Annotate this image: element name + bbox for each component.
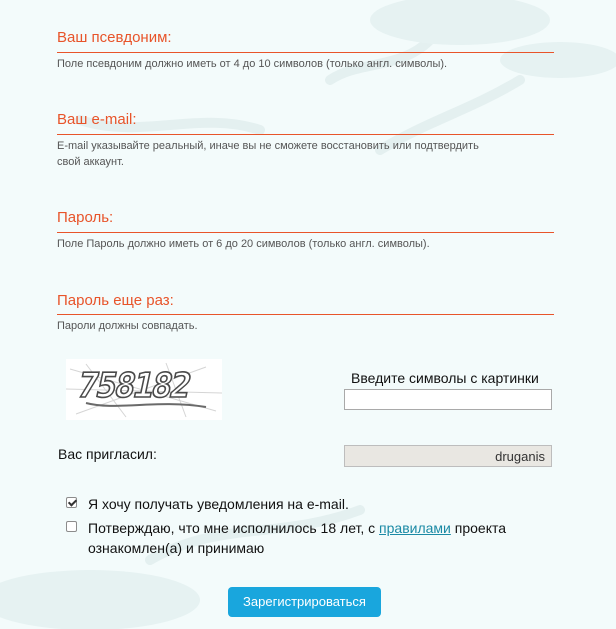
email-hint-line1: E-mail указывайте реальный, иначе вы не сможете восстановить или подтвердить: [57, 140, 479, 152]
notifications-label: Я хочу получать уведомления на e-mail.: [88, 496, 349, 512]
password-hint: Поле Пароль должно иметь от 6 до 20 символов (только англ. символы).: [57, 238, 430, 250]
nickname-hint: Поле псевдоним должно иметь от 4 до 10 символов (только англ. символы).: [57, 58, 448, 70]
age-confirm-text-before: Потверждаю, что мне исполнилось 18 лет, с: [88, 520, 380, 536]
age-confirm-checkbox[interactable]: [66, 521, 77, 532]
captcha-image: [66, 359, 222, 420]
notifications-checkbox[interactable]: [66, 497, 77, 508]
password-input[interactable]: [57, 232, 554, 233]
age-confirm-row[interactable]: [66, 518, 546, 558]
invited-by-field: druganis: [344, 445, 552, 467]
register-button[interactable]: Зарегистрироваться: [228, 587, 381, 617]
email-label: Ваш e-mail:: [57, 111, 137, 128]
notifications-row[interactable]: [66, 494, 466, 514]
rules-link[interactable]: правилами: [379, 520, 451, 536]
captcha-text: 758182: [74, 366, 194, 406]
password-repeat-label: Пароль еще раз:: [57, 292, 174, 309]
age-confirm-text-line1: [88, 518, 506, 538]
password-label: Пароль:: [57, 209, 114, 226]
nickname-label: Ваш псевдоним:: [57, 29, 172, 46]
email-input[interactable]: [57, 134, 554, 135]
email-hint-line2: свой аккаунт.: [57, 156, 124, 168]
captcha-label: Введите символы с картинки: [351, 370, 539, 386]
captcha-graphic: [66, 359, 222, 420]
password-repeat-hint: Пароли должны совпадать.: [57, 320, 198, 332]
invited-by-label: Вас пригласил:: [58, 446, 157, 462]
age-confirm-text-line2: ознакомлен(а) и принимаю: [88, 540, 265, 556]
captcha-input[interactable]: [344, 389, 552, 410]
age-confirm-text-after: проекта: [450, 520, 507, 536]
nickname-input[interactable]: [57, 52, 554, 53]
password-repeat-input[interactable]: [57, 314, 554, 315]
